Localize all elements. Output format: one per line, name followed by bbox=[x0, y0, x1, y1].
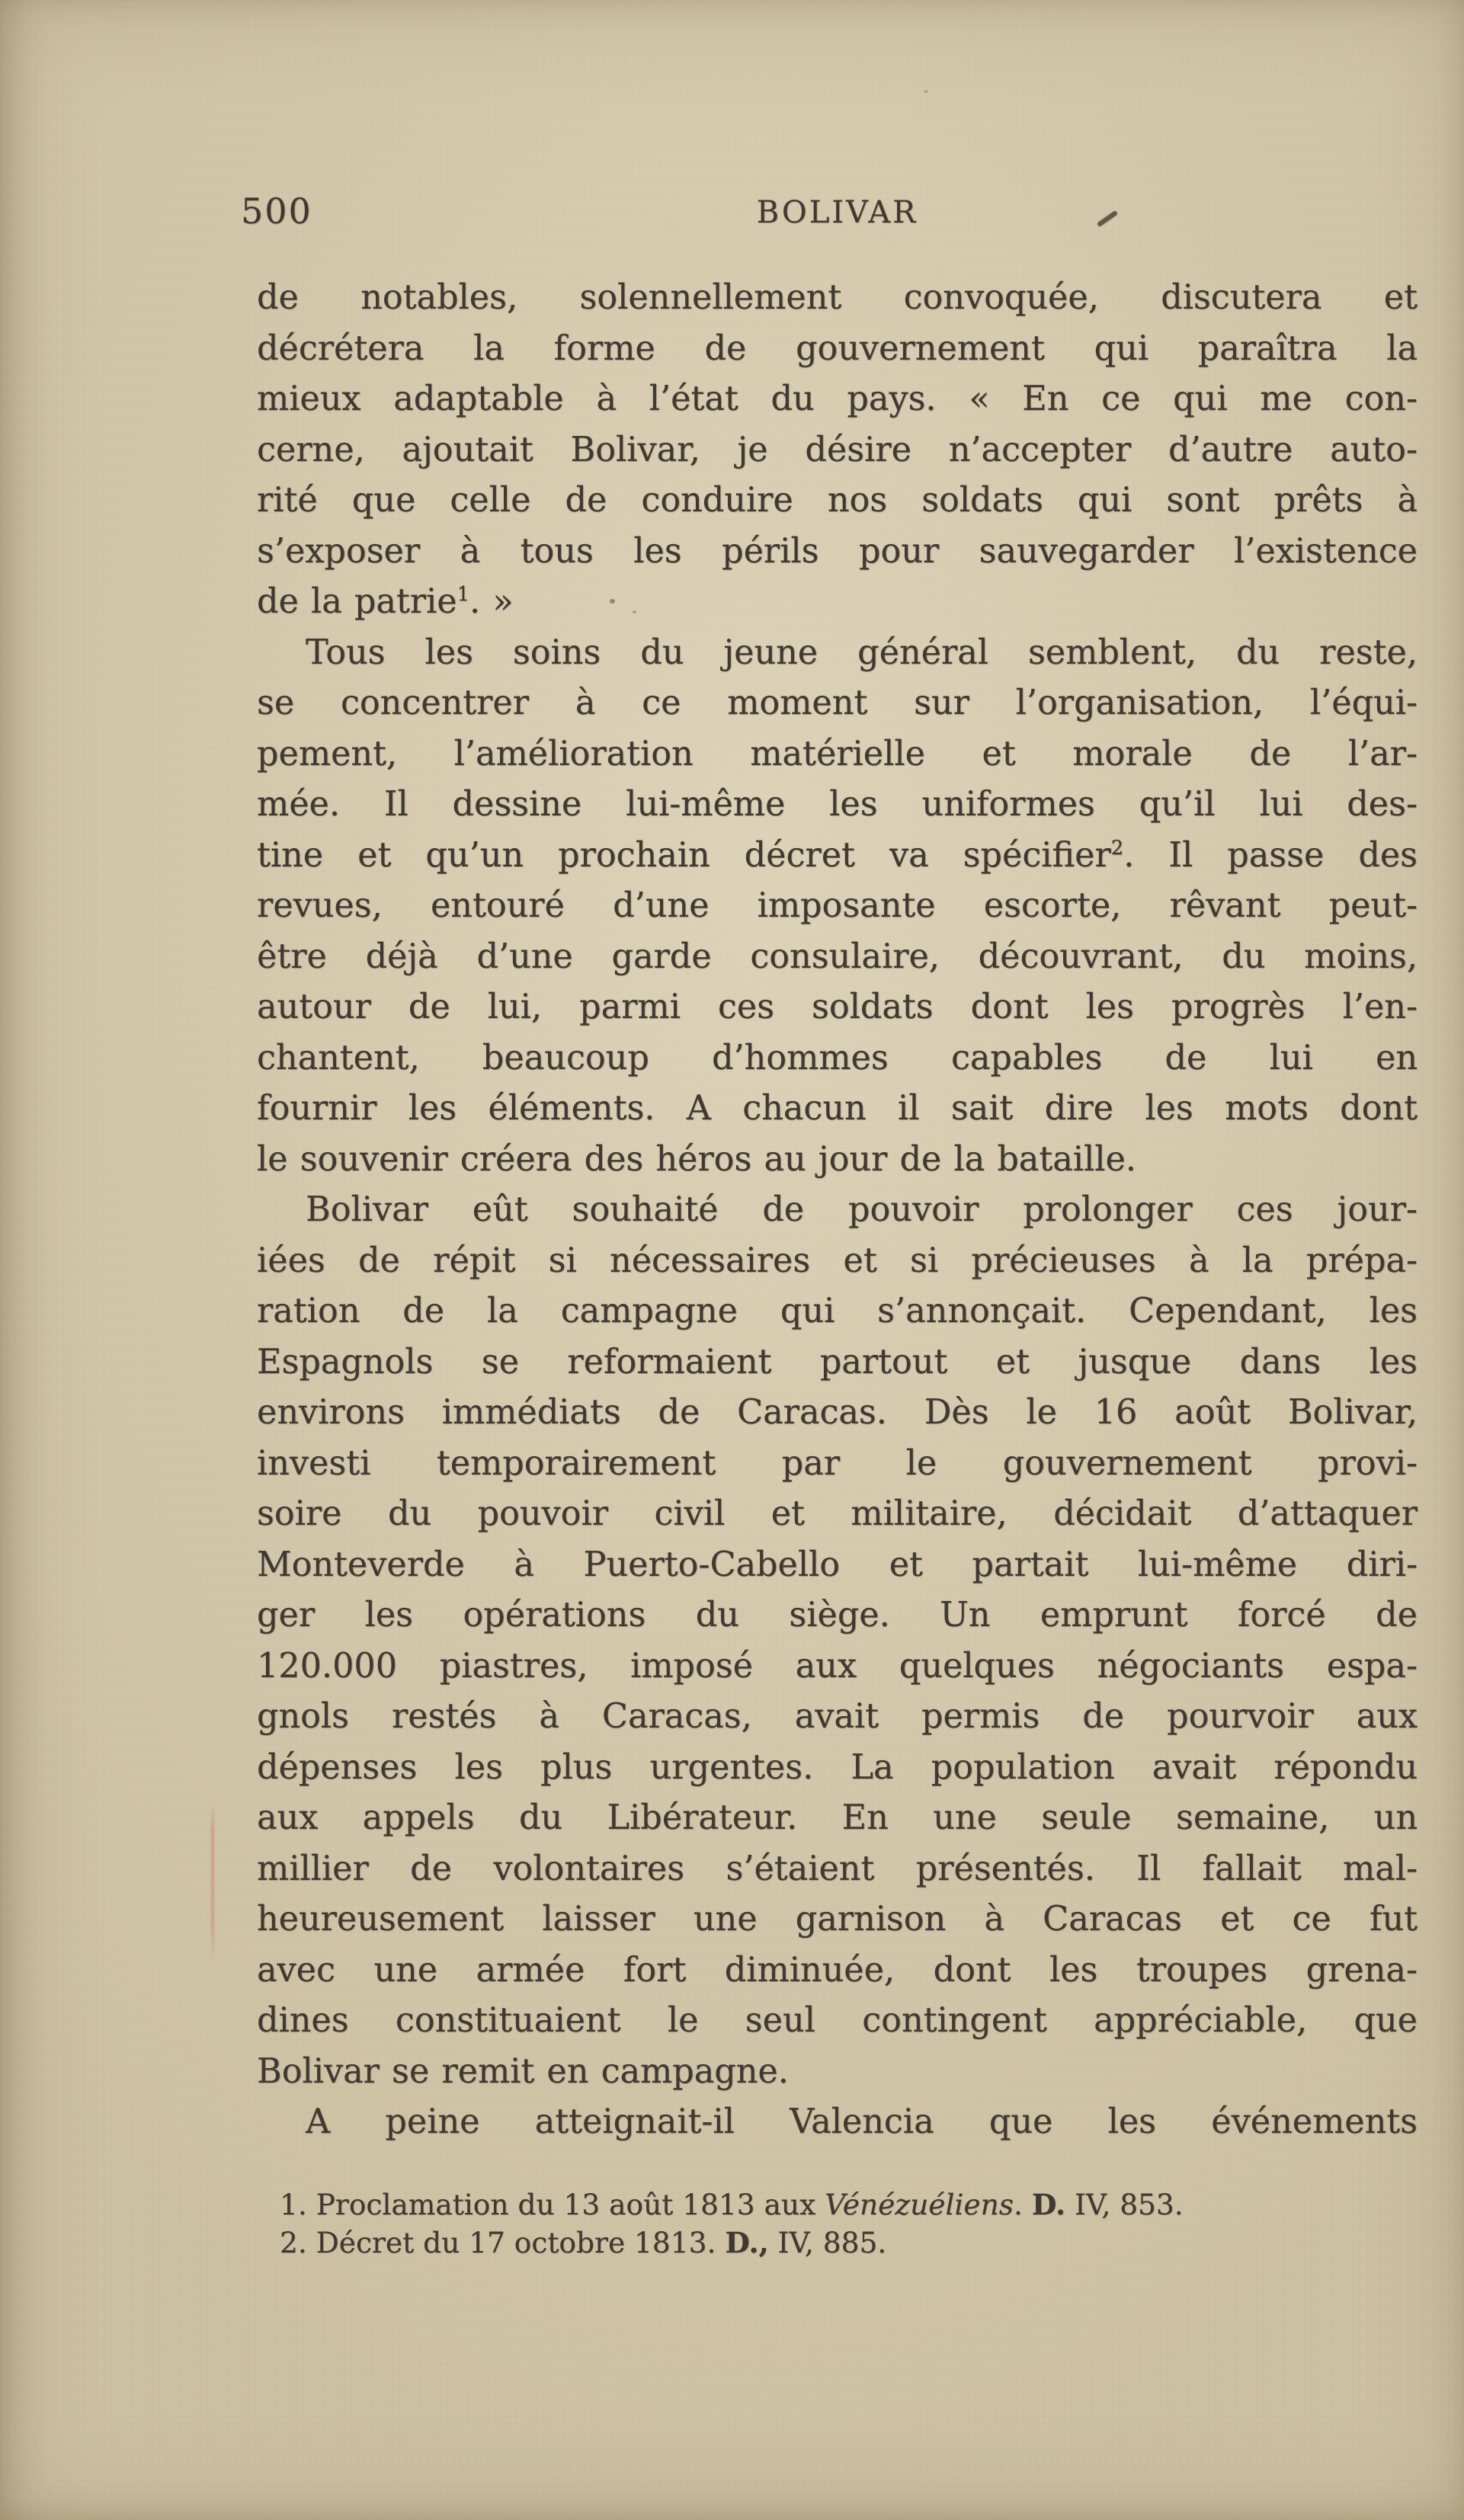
body-text bbox=[257, 273, 1418, 2148]
body-line: A peine atteignait-il Valencia que les événements bbox=[306, 2102, 1418, 2141]
body-line: Monteverde à Puerto-Cabello et partait lui-même diri- bbox=[257, 1545, 1418, 1584]
body-line: tine et qu’un prochain décret va spécifier$^2$. Il passe des bbox=[257, 835, 1418, 875]
body-line: mée. Il dessine lui-même les uniformes qu’il lui des- bbox=[257, 785, 1418, 824]
body-line: de la patrie$^1$. » bbox=[257, 582, 514, 621]
body-line: ration de la campagne qui s’annonçait. Cependant, les bbox=[257, 1292, 1418, 1330]
body-line: investi temporairement par le gouvernement provi- bbox=[257, 1443, 1418, 1483]
body-line: rité que celle de conduire nos soldats qui sont prêts à bbox=[257, 481, 1418, 520]
body-line: millier de volontaires s’étaient présentés. Il fallait mal- bbox=[257, 1849, 1418, 1888]
body-line: environs immédiats de Caracas. Dès le 16 août Bolivar, bbox=[257, 1393, 1418, 1432]
body-line: fournir les éléments. A chacun il sait dire les mots dont bbox=[257, 1089, 1418, 1128]
body-line: 120.000 piastres, imposé aux quelques négociants espa- bbox=[257, 1646, 1418, 1686]
footnote-line: 1. Proclamation du 13 août 1813 aux Vénézuéliens. D. IV, 853. bbox=[280, 2188, 1184, 2221]
body-line: iées de répit si nécessaires et si précieuses à la prépa- bbox=[257, 1241, 1418, 1280]
footnote-line: 2. Décret du 17 octobre 1813. D., IV, 885. bbox=[280, 2226, 887, 2259]
crease-mark bbox=[211, 1803, 214, 1959]
page-number: 500 bbox=[241, 191, 312, 232]
body-line: être déjà d’une garde consulaire, découvrant, du moins, bbox=[257, 937, 1418, 976]
body-line: Bolivar se remit en campagne. bbox=[257, 2051, 789, 2091]
body-line: chantent, beaucoup d’hommes capables de lui en bbox=[257, 1038, 1418, 1077]
body-line: revues, entouré d’une imposante escorte, rêvant peut- bbox=[257, 886, 1418, 925]
body-line: Espagnols se reformaient partout et jusque dans les bbox=[257, 1342, 1418, 1382]
body-line: le souvenir créera des héros au jour de la bataille. bbox=[257, 1139, 1136, 1179]
body-line: se concentrer à ce moment sur l’organisation, l’équi- bbox=[257, 684, 1418, 722]
body-line: Tous les soins du jeune général semblent, du reste, bbox=[306, 632, 1418, 672]
body-line: cerne, ajoutait Bolivar, je désire n’accepter d’autre auto- bbox=[257, 430, 1418, 469]
body-line: dépenses les plus urgentes. La population avait répondu bbox=[257, 1747, 1418, 1787]
body-line: aux appels du Libérateur. En une seule semaine, un bbox=[257, 1798, 1418, 1837]
body-line: soire du pouvoir civil et militaire, décidait d’attaquer bbox=[257, 1494, 1418, 1533]
body-line: heureusement laisser une garnison à Caracas et ce fut bbox=[257, 1900, 1418, 1939]
running-title: BOLIVAR bbox=[756, 195, 918, 230]
footnotes bbox=[257, 2185, 1418, 2262]
body-line: décrétera la forme de gouvernement qui paraîtra la bbox=[257, 328, 1418, 368]
body-line: mieux adaptable à l’état du pays. « En ce qui me con- bbox=[257, 379, 1418, 418]
body-line: Bolivar eût souhaité de pouvoir prolonger ces jour- bbox=[306, 1190, 1418, 1229]
body-line: avec une armée fort diminuée, dont les troupes grena- bbox=[257, 1950, 1418, 1990]
body-line: de notables, solennellement convoquée, discutera et bbox=[257, 278, 1418, 317]
body-line: ger les opérations du siège. Un emprunt forcé de bbox=[257, 1596, 1418, 1635]
body-line: autour de lui, parmi ces soldats dont les progrès l’en- bbox=[257, 988, 1418, 1026]
body-line: dines constituaient le seul contingent appréciable, que bbox=[257, 2001, 1418, 2040]
body-line: s’exposer à tous les périls pour sauvegarder l’existence bbox=[257, 531, 1418, 571]
body-line: pement, l’amélioration matérielle et morale de l’ar- bbox=[257, 734, 1418, 773]
ink-speck bbox=[924, 90, 928, 93]
body-line: gnols restés à Caracas, avait permis de pourvoir aux bbox=[257, 1697, 1418, 1736]
